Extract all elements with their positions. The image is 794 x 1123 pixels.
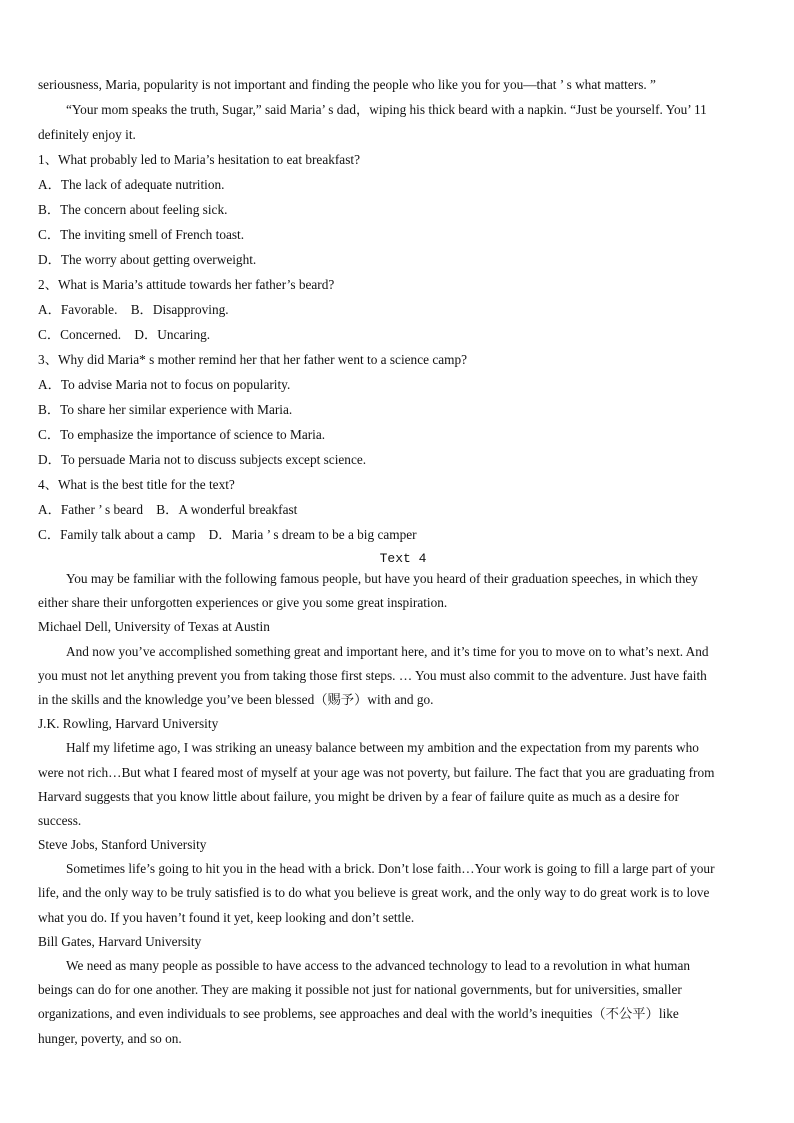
question-line: A．Father ’ s beard B．A wonderful breakfast [38, 502, 298, 517]
question-line: 4、What is the best title for the text? [38, 477, 235, 492]
question-line: 3、Why did Maria* s mother remind her that her father went to a science camp? [38, 352, 468, 367]
question-line: B．The concern about feeling sick. [38, 202, 228, 217]
question-line: C．The inviting smell of French toast. [38, 227, 245, 242]
paragraph-line: seriousness, Maria, popularity is not important and finding the people who like you for you—that ’ s what matters. ” [38, 77, 656, 92]
text4-body [38, 567, 768, 1051]
paragraph-line: “Your mom speaks the truth, Sugar,” said Maria’ s dad，wiping his thick beard with a napkin. “Just be yourself. You’ 11 [66, 102, 707, 117]
paragraph-line: Harvard suggests that you know little about failure, you might be driven by a fear of failure quite as much as a desire for [38, 788, 680, 804]
question-line: C．To emphasize the importance of science to Maria. [38, 427, 326, 442]
paragraph-line: We need as many people as possible to have access to the advanced technology to lead to a revolution in what human [66, 958, 691, 973]
paragraph-line: hunger, poverty, and so on. [38, 1030, 182, 1046]
reading-section [38, 72, 768, 547]
question-line: C．Family talk about a camp D．Maria ’ s dream to be a big camper [38, 527, 417, 542]
paragraph-line: Half my lifetime ago, I was striking an uneasy balance between my ambition and the expectation from my parents who [66, 740, 699, 756]
passage-end [38, 72, 768, 147]
paragraph-line: in the skills and the knowledge you’ve been blessed（赐予）with and go. [38, 691, 434, 707]
question-line: A．The lack of adequate nutrition. [38, 177, 225, 192]
questions [38, 147, 768, 547]
paragraph-line: beings can do for one another. They are making it possible not just for national governments, but for universities, smaller [38, 982, 682, 998]
paragraph-line: And now you’ve accomplished something great and important here, and it’s time for you to move on to what’s next. And [66, 643, 709, 659]
paragraph-line: success. [38, 812, 82, 828]
section-title: Text 4 [379, 551, 427, 566]
question-line: A．Favorable. B．Disapproving. [38, 302, 229, 317]
question-line: 2、What is Maria’s attitude towards her father’s beard? [38, 277, 335, 292]
question-line: D．The worry about getting overweight. [38, 252, 257, 267]
paragraph-line: Steve Jobs, Stanford University [38, 837, 207, 853]
paragraph-line: definitely enjoy it. [38, 127, 136, 142]
paragraph-line: life, and the only way to be truly satisfied is to do what you believe is great work, and the only way to do great work is to love [38, 885, 710, 901]
paragraph-line: You may be familiar with the following famous people, but have you heard of their graduation speeches, in which they [66, 571, 698, 586]
paragraph-line: you must not let anything prevent you from taking those first steps. … You must also commit to the adventure. Just have faith [38, 667, 707, 683]
question-line: 1、What probably led to Maria’s hesitation to eat breakfast? [38, 152, 360, 167]
paragraph-line: Sometimes life’s going to hit you in the head with a brick. Don’t lose faith…Your work is going to fill a large part of your [66, 861, 715, 877]
paragraph-line: what you do. If you haven’t found it yet, keep looking and don’t settle. [38, 909, 415, 925]
text4-section [38, 551, 768, 1051]
paragraph-line: Michael Dell, University of Texas at Austin [38, 619, 270, 635]
question-line: A．To advise Maria not to focus on popularity. [38, 377, 291, 392]
paragraph-line: Bill Gates, Harvard University [38, 933, 202, 949]
paragraph-line: either share their unforgotten experiences or give you some great inspiration. [38, 595, 448, 611]
paragraph-line: organizations, and even individuals to see problems, see approaches and deal with the world’s inequities（不公平）like [38, 1006, 679, 1022]
question-line: D．To persuade Maria not to discuss subjects except science. [38, 452, 367, 467]
paragraph-line: J.K. Rowling, Harvard University [38, 716, 219, 732]
question-line: C．Concerned. D．Uncaring. [38, 327, 211, 342]
question-line: B．To share her similar experience with Maria. [38, 402, 293, 417]
paragraph-line: were not rich…But what I feared most of myself at your age was not poverty, but failure. The fact that you are graduating from [38, 764, 715, 780]
